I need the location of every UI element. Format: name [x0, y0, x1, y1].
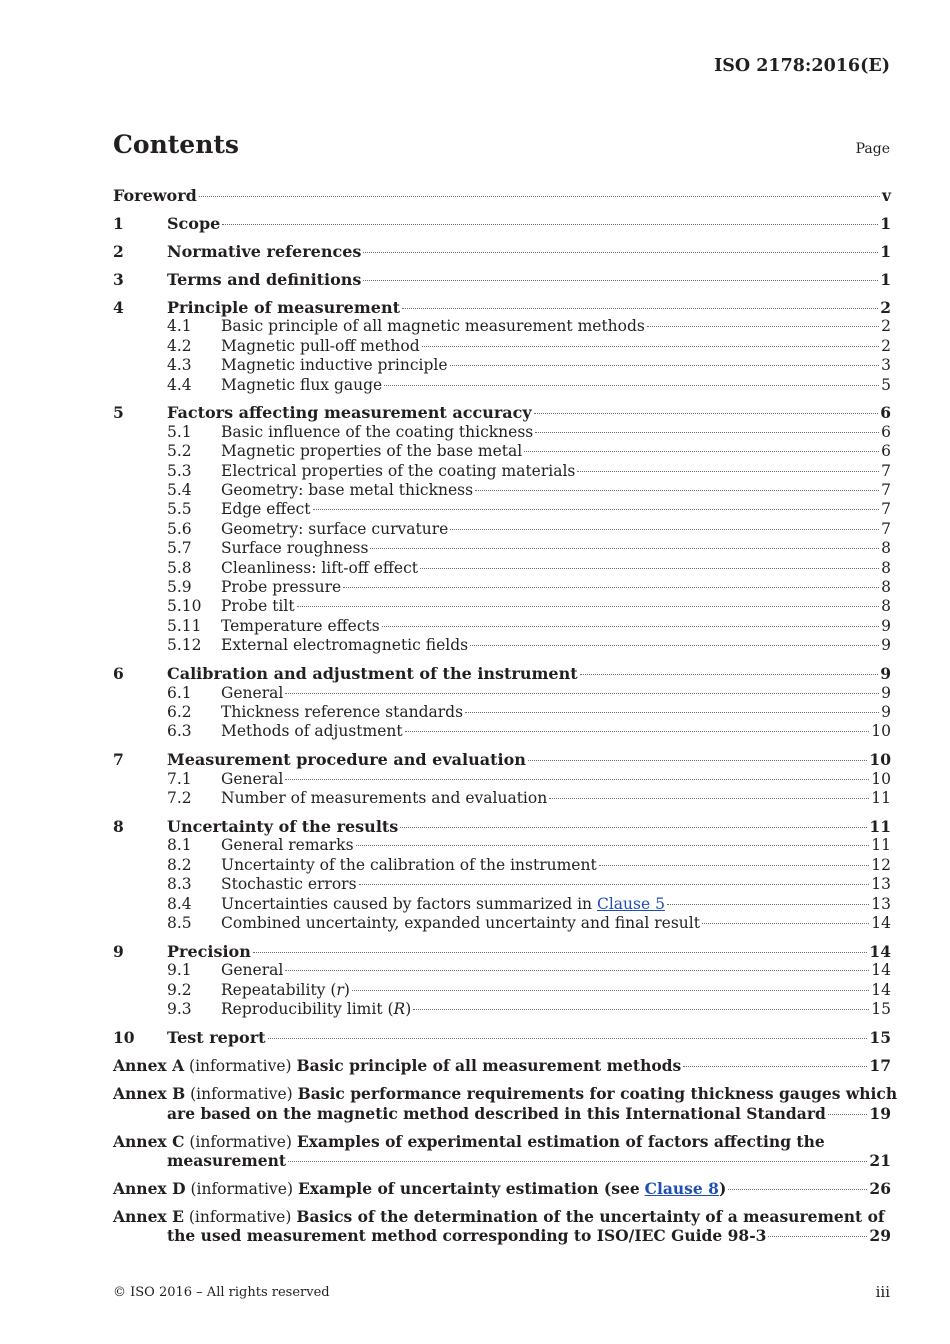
toc-entry-subsection[interactable]	[113, 423, 891, 442]
dot-leader	[528, 760, 868, 761]
dot-leader	[422, 346, 879, 347]
dot-leader	[285, 779, 869, 780]
toc-title	[221, 770, 283, 789]
dot-leader	[577, 471, 879, 472]
toc-title	[221, 597, 295, 616]
toc-sections	[113, 214, 891, 1048]
toc-page: 21	[869, 1150, 891, 1170]
toc-page: 1	[880, 213, 891, 233]
toc-title-text: Basic influence of the coating thickness	[221, 422, 534, 441]
dot-leader	[465, 712, 879, 713]
dot-leader	[535, 432, 879, 433]
toc-title	[221, 481, 473, 500]
toc-title-text: General	[221, 769, 284, 788]
toc-title-variable: R	[393, 1000, 406, 1019]
annex-label: Annex C	[113, 1131, 185, 1151]
toc-entry-subsection[interactable]	[113, 617, 891, 636]
annex-title: Basic principle of all measurement methods	[296, 1056, 682, 1076]
dot-leader	[534, 413, 879, 414]
toc-entry-subsection[interactable]	[113, 337, 891, 356]
toc-title	[221, 337, 420, 356]
toc-page: 8	[881, 539, 891, 558]
annex-label: Annex D	[113, 1178, 186, 1198]
dot-leader	[420, 568, 879, 569]
toc-entry-section[interactable]	[113, 1028, 891, 1047]
toc-title	[221, 836, 354, 855]
toc-entry-subsection[interactable]	[113, 481, 891, 500]
toc-number: 4.4	[167, 375, 192, 394]
dot-leader	[363, 280, 878, 281]
toc-title-text: Magnetic inductive principle	[221, 356, 448, 375]
annex-title: Example of uncertainty estimation (see	[297, 1178, 640, 1198]
toc-title-text: )	[343, 980, 350, 999]
toc-title	[221, 981, 350, 1000]
toc-number: 9.1	[167, 961, 192, 980]
toc-number: 2	[113, 241, 124, 261]
toc-title	[221, 500, 311, 519]
toc-title-text: Basic principle of all magnetic measurement methods	[221, 317, 645, 336]
toc-title: Scope	[167, 213, 221, 233]
toc-number: 5.2	[167, 442, 192, 461]
dot-leader	[359, 884, 870, 885]
toc-title-text: Methods of adjustment	[221, 722, 403, 741]
toc-entry-section[interactable]	[113, 664, 891, 683]
toc-entry-subsection[interactable]	[113, 317, 891, 336]
toc-number: 7	[113, 750, 124, 770]
toc-page: 8	[881, 578, 891, 596]
toc-title: Foreword	[113, 186, 197, 205]
dot-leader	[405, 731, 870, 732]
dot-leader	[450, 365, 880, 366]
toc-page: 2	[880, 297, 891, 317]
toc-entry-subsection[interactable]	[113, 684, 891, 703]
toc-title: Precision	[167, 942, 251, 962]
toc-title	[221, 914, 700, 933]
annex-title: )	[718, 1178, 727, 1198]
toc-page: 2	[881, 336, 891, 355]
toc-number: 6.1	[167, 683, 192, 702]
toc-page: 9	[881, 683, 891, 702]
toc-entry-section[interactable]	[113, 242, 891, 261]
toc-number: 9	[113, 942, 124, 962]
toc-title	[221, 423, 533, 442]
toc-number: 5	[113, 403, 124, 423]
toc-title: Principle of measurement	[167, 297, 400, 317]
toc-number: 5.5	[167, 500, 192, 519]
toc-title-text: Edge effect	[221, 500, 311, 519]
toc-entry-annex-continued[interactable]	[113, 1151, 891, 1170]
toc-entry-subsection[interactable]	[113, 500, 891, 519]
toc-title	[221, 442, 522, 461]
toc-entry-subsection[interactable]	[113, 442, 891, 461]
toc-page: 11	[871, 789, 891, 808]
toc-page: 13	[871, 894, 891, 913]
toc-title	[221, 636, 468, 655]
toc-page: 17	[869, 1056, 891, 1076]
toc-page: 26	[869, 1178, 891, 1198]
toc-page: 1	[880, 269, 891, 289]
annex-kind: (informative)	[189, 1132, 292, 1151]
toc-page: 12	[871, 855, 891, 874]
toc-number: 8.3	[167, 875, 192, 894]
toc-entry-annex[interactable]	[113, 1132, 891, 1151]
toc-title	[221, 961, 283, 980]
toc-page: 8	[881, 597, 891, 616]
toc-title-text: )	[405, 1000, 412, 1019]
toc-title-text: Uncertainties caused by factors summarized in	[221, 894, 593, 913]
toc-page: 19	[869, 1103, 891, 1123]
toc-entry-subsection[interactable]	[113, 462, 891, 481]
dot-leader	[343, 587, 879, 588]
toc-number: 5.3	[167, 461, 192, 480]
toc-title: Measurement procedure and evaluation	[167, 750, 526, 770]
toc-page: 29	[869, 1226, 891, 1246]
toc-page: 15	[869, 1028, 891, 1048]
toc-title	[221, 617, 380, 636]
annex-label: Annex E	[113, 1206, 184, 1226]
toc-page: 14	[871, 980, 891, 999]
toc-title-text: External electromagnetic fields	[221, 636, 469, 655]
toc-page: 6	[881, 442, 891, 461]
toc-entry-subsection[interactable]	[113, 636, 891, 655]
toc-page: 8	[881, 558, 891, 577]
toc-title	[221, 578, 341, 597]
dot-leader	[667, 904, 869, 905]
dot-leader	[253, 952, 868, 953]
toc-title: Test report	[167, 1028, 266, 1048]
toc-title: Normative references	[167, 241, 362, 261]
toc-title	[221, 856, 597, 875]
toc-number: 5.4	[167, 481, 192, 500]
toc-title	[221, 520, 448, 539]
toc-number: 5.12	[167, 636, 202, 655]
toc-number: 4.2	[167, 336, 192, 355]
toc-page: 7	[881, 461, 891, 480]
toc-entry-annex[interactable]	[113, 1084, 898, 1104]
toc-number: 4.3	[167, 356, 192, 375]
dot-leader	[370, 548, 879, 549]
toc-entry-subsection[interactable]	[113, 1000, 891, 1019]
toc-number: 7.1	[167, 769, 192, 788]
toc-title-text: Stochastic errors	[221, 875, 357, 894]
toc-page: 6	[880, 403, 891, 423]
toc-entry-annex[interactable]	[113, 1179, 891, 1198]
dot-leader	[297, 606, 880, 607]
toc-title-text: Geometry: surface curvature	[221, 519, 449, 538]
toc-title	[113, 1179, 726, 1199]
toc-entry-section[interactable]	[113, 942, 891, 961]
dot-leader	[402, 308, 878, 309]
dot-leader	[363, 252, 878, 253]
toc-number: 6.2	[167, 702, 192, 721]
toc-entry-annex[interactable]	[113, 1207, 891, 1226]
annex-title: measurement	[167, 1150, 287, 1170]
toc-entry-annex-continued[interactable]	[113, 1104, 891, 1123]
dot-leader	[382, 626, 879, 627]
annex-kind: (informative)	[189, 1057, 292, 1076]
toc-title	[221, 789, 547, 808]
toc-entry-subsection[interactable]	[113, 520, 891, 539]
toc-number: 6	[113, 664, 124, 684]
dot-leader	[268, 1038, 868, 1039]
annex-title: Basics of the determination of the uncertainty of a measurement of	[296, 1206, 885, 1226]
toc-page: 10	[869, 750, 891, 770]
toc-entry-subsection[interactable]	[113, 981, 891, 1000]
dot-leader	[356, 845, 870, 846]
toc-title	[221, 539, 368, 558]
dot-leader	[352, 990, 869, 991]
toc-title	[113, 1056, 681, 1076]
toc-number: 8	[113, 817, 124, 837]
toc-page: 7	[881, 481, 891, 500]
toc-page: 9	[881, 702, 891, 721]
toc-entry-subsection[interactable]	[113, 770, 891, 789]
table-of-contents	[113, 186, 898, 1246]
toc-entry-subsection[interactable]	[113, 578, 891, 597]
dot-leader	[647, 326, 879, 327]
toc-title	[221, 462, 575, 481]
toc-page: 2	[881, 317, 891, 336]
dot-leader	[599, 865, 870, 866]
toc-entry-foreword[interactable]	[113, 186, 891, 205]
dot-leader	[450, 529, 879, 530]
annex-label: Annex B	[113, 1084, 186, 1104]
dot-leader	[475, 490, 879, 491]
toc-number: 5.1	[167, 422, 192, 441]
dot-leader	[549, 798, 869, 799]
toc-number: 8.5	[167, 914, 192, 933]
toc-title	[221, 376, 382, 395]
dot-leader	[285, 970, 869, 971]
toc-title	[113, 1132, 825, 1152]
toc-title	[221, 317, 645, 336]
annex-kind: (informative)	[188, 1207, 292, 1226]
toc-title-text: Thickness reference standards	[221, 702, 464, 721]
toc-title-text: General	[221, 683, 284, 702]
toc-title-text: Probe pressure	[221, 578, 342, 596]
toc-title	[221, 875, 357, 894]
toc-entry-subsection[interactable]	[113, 722, 891, 741]
dot-leader	[285, 693, 879, 694]
toc-title	[113, 1084, 897, 1104]
dot-leader	[768, 1236, 867, 1237]
toc-entry-subsection[interactable]	[113, 895, 891, 914]
toc-title	[221, 356, 448, 375]
toc-title: Uncertainty of the results	[167, 817, 399, 837]
toc-title	[221, 559, 418, 578]
toc-title-text: Probe tilt	[221, 597, 295, 616]
toc-title-text: General	[221, 961, 284, 980]
toc-page: 9	[881, 636, 891, 655]
toc-entry-section[interactable]	[113, 750, 891, 769]
page-title: Contents	[113, 130, 240, 159]
toc-page: 14	[871, 961, 891, 980]
toc-entry-annex-continued[interactable]	[113, 1226, 891, 1245]
toc-number: 9.2	[167, 980, 192, 999]
dot-leader	[524, 451, 879, 452]
toc-number: 4.1	[167, 317, 192, 336]
toc-number: 5.8	[167, 558, 192, 577]
toc-number: 10	[113, 1028, 135, 1048]
toc-entry-section[interactable]	[113, 214, 891, 233]
toc-title-text: Geometry: base metal thickness	[221, 481, 474, 500]
dot-leader	[728, 1189, 867, 1190]
dot-leader	[313, 509, 880, 510]
toc-number: 5.10	[167, 597, 202, 616]
toc-annexes	[113, 1056, 898, 1246]
annex-title: Examples of experimental estimation of factors affecting the	[296, 1131, 825, 1151]
toc-title	[221, 703, 463, 722]
toc-title: Calibration and adjustment of the instrument	[167, 664, 578, 684]
annex-kind: (informative)	[190, 1085, 293, 1104]
toc-title: Terms and definitions	[167, 269, 362, 289]
toc-title-text: Uncertainty of the calibration of the instrument	[221, 855, 597, 874]
annex-title: are based on the magnetic method described in this International Standard	[167, 1103, 826, 1123]
toc-entry-subsection[interactable]	[113, 356, 891, 375]
toc-title-text: Repeatability (	[221, 980, 337, 999]
toc-title	[221, 722, 403, 741]
document-id: ISO 2178:2016(E)	[714, 56, 890, 76]
dot-leader	[199, 196, 880, 197]
toc-entry-section[interactable]	[113, 403, 891, 422]
toc-number: 7.2	[167, 789, 192, 808]
dot-leader	[828, 1114, 868, 1115]
toc-page: 14	[869, 942, 891, 962]
toc-title-text: General remarks	[221, 836, 354, 855]
copyright-notice: © ISO 2016 – All rights reserved	[113, 1285, 330, 1300]
toc-entry-subsection[interactable]	[113, 789, 891, 808]
clause-link[interactable]: Clause 5	[596, 894, 665, 913]
annex-label: Annex A	[113, 1056, 185, 1076]
page-number: iii	[875, 1283, 890, 1301]
toc-title-text: Magnetic flux gauge	[221, 375, 383, 394]
toc-number: 5.6	[167, 519, 192, 538]
page-column-label: Page	[855, 141, 890, 157]
toc-title-text: Magnetic properties of the base metal	[221, 442, 523, 461]
toc-number: 1	[113, 213, 124, 233]
toc-entry-section[interactable]	[113, 298, 891, 317]
annex-kind: (informative)	[190, 1179, 294, 1198]
toc-entry-subsection[interactable]	[113, 856, 891, 875]
toc-title	[221, 1000, 411, 1019]
toc-title-text: Combined uncertainty, expanded uncertainty and final result	[221, 914, 700, 933]
toc-entry-subsection[interactable]	[113, 875, 891, 894]
toc-page: 10	[871, 722, 891, 741]
toc-number: 5.9	[167, 578, 192, 596]
dot-leader	[683, 1066, 867, 1067]
toc-page: 5	[881, 375, 891, 394]
toc-entry-subsection[interactable]	[113, 559, 891, 578]
toc-number: 8.1	[167, 836, 192, 855]
dot-leader	[384, 385, 879, 386]
dot-leader	[400, 827, 867, 828]
toc-entry-section[interactable]	[113, 270, 891, 289]
dot-leader	[222, 224, 878, 225]
annex-title: Basic performance requirements for coating thickness gauges which	[297, 1084, 898, 1104]
toc-entry-subsection[interactable]	[113, 836, 891, 855]
clause-link[interactable]: Clause 8	[644, 1178, 719, 1198]
toc-number: 8.4	[167, 894, 192, 913]
toc-page: 3	[881, 356, 891, 375]
toc-page: 9	[880, 664, 891, 684]
toc-entry-annex[interactable]	[113, 1056, 891, 1075]
toc-entry-subsection[interactable]	[113, 703, 891, 722]
toc-number: 5.7	[167, 539, 192, 558]
toc-page: 13	[871, 875, 891, 894]
dot-leader	[470, 645, 879, 646]
toc-number: 9.3	[167, 1000, 192, 1019]
dot-leader	[288, 1161, 867, 1162]
toc-title-text: Electrical properties of the coating materials	[221, 461, 576, 480]
dot-leader	[702, 923, 869, 924]
toc-page: v	[881, 186, 891, 205]
toc-title: Factors affecting measurement accuracy	[167, 403, 532, 423]
toc-page: 1	[880, 241, 891, 261]
toc-page: 10	[871, 769, 891, 788]
toc-entry-section[interactable]	[113, 817, 891, 836]
toc-title-text: Temperature effects	[221, 616, 380, 635]
toc-title	[221, 895, 665, 914]
toc-entry-subsection[interactable]	[113, 539, 891, 558]
toc-title-text: Number of measurements and evaluation	[221, 789, 548, 808]
toc-title	[221, 684, 283, 703]
toc-title	[113, 1207, 885, 1227]
toc-title-variable: r	[336, 980, 344, 999]
dot-leader	[413, 1009, 869, 1010]
toc-entry-subsection[interactable]	[113, 376, 891, 395]
toc-title-text: Cleanliness: lift-off effect	[221, 558, 418, 577]
toc-page: 7	[881, 519, 891, 538]
dot-leader	[580, 674, 879, 675]
toc-number: 3	[113, 269, 124, 289]
toc-page: 9	[881, 616, 891, 635]
toc-number: 8.2	[167, 855, 192, 874]
toc-page: 11	[869, 817, 891, 837]
toc-page: 14	[871, 914, 891, 933]
toc-number: 4	[113, 297, 124, 317]
toc-entry-subsection[interactable]	[113, 914, 891, 933]
toc-number: 6.3	[167, 722, 192, 741]
toc-page: 7	[881, 500, 891, 519]
toc-title-text: Surface roughness	[221, 539, 369, 558]
annex-title: the used measurement method corresponding to ISO/IEC Guide 98-3	[167, 1226, 767, 1246]
toc-page: 6	[881, 422, 891, 441]
toc-page: 11	[871, 836, 891, 855]
toc-title-text: Magnetic pull-off method	[221, 336, 420, 355]
toc-entry-subsection[interactable]	[113, 961, 891, 980]
toc-title-text: Reproducibility limit (	[221, 1000, 394, 1019]
toc-number: 5.11	[167, 616, 202, 635]
toc-entry-subsection[interactable]	[113, 597, 891, 616]
toc-page: 15	[871, 1000, 891, 1019]
